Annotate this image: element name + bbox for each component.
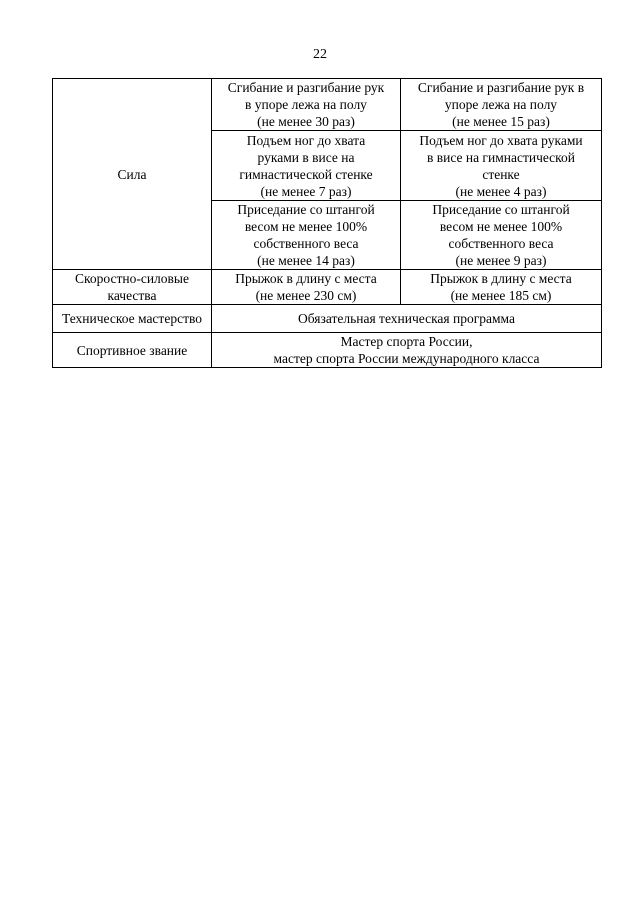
norm-cell	[212, 305, 602, 333]
norm-line: Подъем ног до хвата	[246, 132, 366, 148]
norm-line: (не менее 4 раз)	[455, 183, 547, 199]
table-row	[53, 79, 602, 131]
norm-line: Прыжок в длину с места	[235, 271, 377, 286]
norm-line: весом не менее 100%	[244, 219, 368, 234]
norm-line: руками в висе на	[257, 149, 355, 165]
norm-line: гимнастической стенке	[239, 166, 373, 182]
norm-line: (не менее 7 раз)	[260, 183, 352, 199]
category-label: Спортивное звание	[76, 342, 188, 358]
category-cell-speed-strength	[53, 270, 212, 305]
norm-line: Подъем ног до хвата руками	[419, 132, 583, 148]
norm-cell	[401, 201, 602, 270]
standards-table	[52, 78, 602, 368]
category-label: Техническое мастерство	[61, 311, 202, 326]
table-row	[53, 333, 602, 368]
table-row	[53, 305, 602, 333]
category-label: качества	[107, 288, 157, 303]
norm-line: весом не менее 100%	[439, 219, 563, 234]
norm-line: в упоре лежа на полу	[245, 97, 367, 112]
norm-line: стенке	[482, 166, 520, 182]
norm-line: собственного веса	[253, 236, 359, 251]
norm-line: в висе на гимнастической	[426, 149, 576, 165]
page-number: 22	[313, 47, 327, 62]
norm-line: Мастер спорта России,	[340, 334, 473, 349]
norm-line: (не менее 15 раз)	[452, 114, 550, 129]
norm-line: (не менее 14 раз)	[257, 253, 355, 268]
norm-cell	[212, 333, 602, 368]
category-cell-strength	[53, 79, 212, 270]
norm-line: мастер спорта России международного класса	[273, 351, 540, 366]
category-label: Сила	[117, 166, 147, 182]
norm-cell	[212, 131, 401, 201]
norm-cell	[212, 270, 401, 305]
norm-cell	[212, 79, 401, 131]
norm-cell	[212, 201, 401, 270]
norm-line: (не менее 9 раз)	[455, 253, 547, 268]
norm-line: Сгибание и разгибание рук	[227, 80, 385, 95]
category-cell-technical	[53, 305, 212, 333]
norm-line: Сгибание и разгибание рук в	[417, 80, 585, 95]
norm-line: (не менее 30 раз)	[257, 114, 355, 129]
norm-cell	[401, 131, 602, 201]
norm-line: собственного веса	[448, 236, 554, 251]
norm-line: Приседание со штангой	[432, 202, 570, 217]
norm-line: Прыжок в длину с места	[430, 271, 572, 286]
norm-line: Обязательная техническая программа	[298, 311, 515, 326]
norm-line: (не менее 230 см)	[255, 288, 357, 303]
norm-line: (не менее 185 см)	[450, 288, 552, 303]
table-row	[53, 270, 602, 305]
category-label: Скоростно-силовые	[75, 271, 189, 286]
norm-line: упоре лежа на полу	[444, 97, 558, 112]
norm-line: Приседание со штангой	[237, 202, 375, 217]
norm-cell	[401, 270, 602, 305]
norm-cell	[401, 79, 602, 131]
category-cell-rank	[53, 333, 212, 368]
